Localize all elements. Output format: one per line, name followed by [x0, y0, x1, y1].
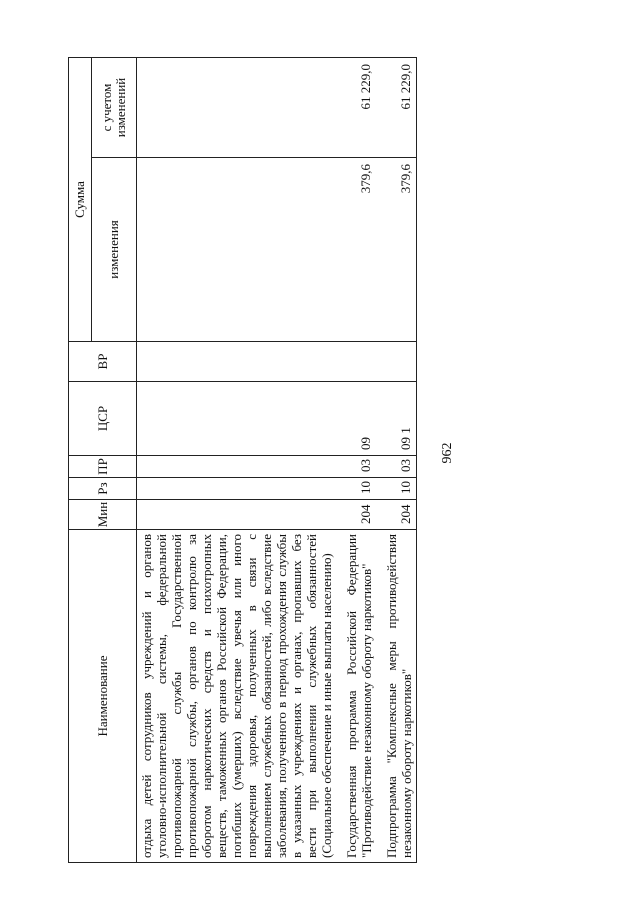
- row-rz: [137, 478, 337, 500]
- header-name: Наименование: [69, 530, 137, 863]
- row-pr: 03: [336, 456, 376, 478]
- header-with-changes: с учетом изменений: [92, 58, 137, 158]
- row-with-changes: 61 229,0: [336, 58, 376, 158]
- budget-table: [68, 57, 417, 863]
- row-changes: 379,6: [336, 158, 376, 342]
- row-vr: [376, 342, 417, 382]
- row-vr: [336, 342, 376, 382]
- row-name: Подпрограмма "Комплексные меры противодействия незаконному обороту наркотиков": [376, 530, 417, 863]
- header-rz: Рз: [69, 478, 137, 500]
- row-vr: [137, 342, 337, 382]
- row-rz: 10: [376, 478, 417, 500]
- header-changes: изменения: [92, 158, 137, 342]
- row-rz: 10: [336, 478, 376, 500]
- row-csr: 09 1: [376, 382, 417, 456]
- row-name: отдыха детей сотрудников учреждений и органов уголовно-исполнительной системы, федеральной противопожарной службы Государственной противопожарной службы, органов по контролю за оборотом наркотических средств и психотропных веществ, таможенных органов Российской Федерации, погибших (умерших) вследствие увечья или иного повреждения здоровья, полученных в связи с выполнением служебных обязанностей, либо вследствие заболевания, полученного в период прохождения службы в указанных учреждениях и органах, пропавших без вести при выполнении служебных обязанностей (Социальное обеспечение и иные выплаты населению): [137, 530, 337, 863]
- table-row: [137, 58, 337, 863]
- table-row: [376, 58, 417, 863]
- table-row: [336, 58, 376, 863]
- row-pr: [137, 456, 337, 478]
- row-with-changes: [137, 58, 337, 158]
- header-pr: ПР: [69, 456, 137, 478]
- row-changes: [137, 158, 337, 342]
- header-csr: ЦСР: [69, 382, 137, 456]
- row-min: 204: [336, 500, 376, 530]
- page-number: 962: [440, 442, 455, 464]
- row-with-changes: 61 229,0: [376, 58, 417, 158]
- header-vr: ВР: [69, 342, 137, 382]
- header-sum: Сумма: [69, 58, 92, 342]
- row-csr: [137, 382, 337, 456]
- row-csr: 09: [336, 382, 376, 456]
- header-min: Мин: [69, 500, 137, 530]
- row-min: 204: [376, 500, 417, 530]
- row-changes: 379,6: [376, 158, 417, 342]
- row-pr: 03: [376, 456, 417, 478]
- row-min: [137, 500, 337, 530]
- row-name: Государственная программа Российской Федерации "Противодействие незаконному обороту наркотиков": [336, 530, 376, 863]
